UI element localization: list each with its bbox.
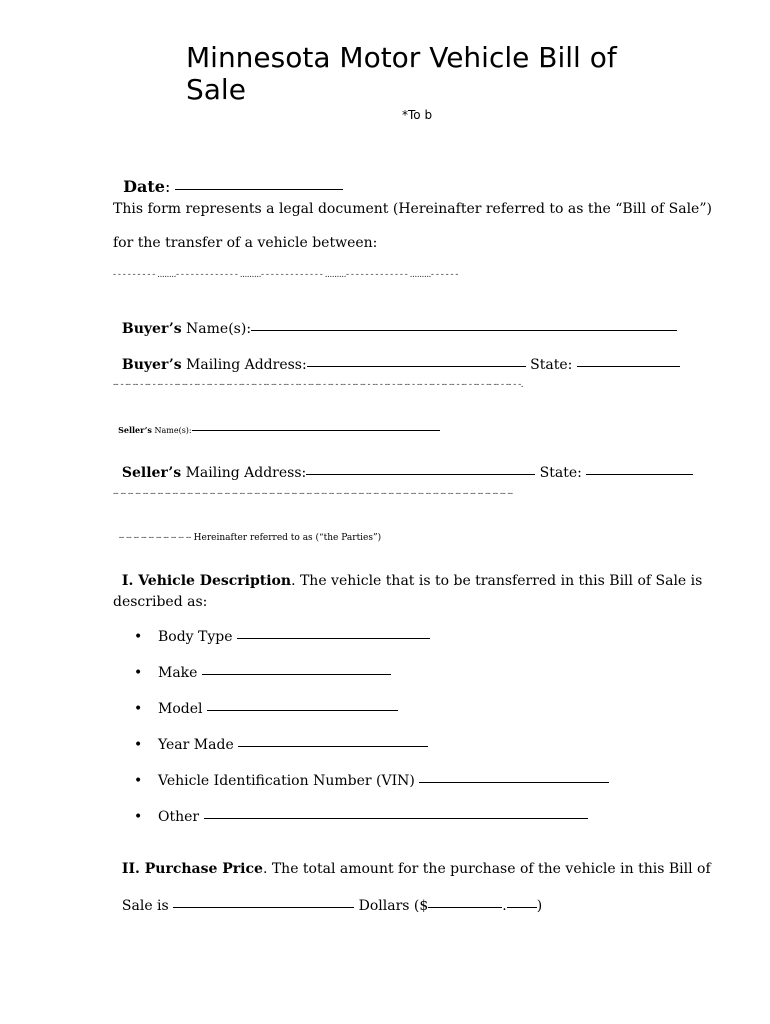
bullet-icon: • (134, 737, 143, 753)
dollars-amount-field[interactable] (428, 906, 502, 908)
buyer-state-field[interactable] (577, 365, 680, 367)
buyer-address-field[interactable] (307, 365, 526, 367)
sale-is-label: Sale is (121, 898, 174, 914)
buyer-name-row (113, 305, 677, 337)
make-field[interactable] (202, 673, 391, 675)
body-type-row (158, 629, 430, 645)
sale-price-row (113, 882, 542, 914)
date-colon: : (164, 177, 171, 196)
buyer-address-label: Mailing Address: (181, 357, 307, 373)
section2-text: . The total amount for the purchase of the vehicle in this Bill of (262, 861, 711, 877)
vin-label: Vehicle Identification Number (VIN) (158, 773, 420, 789)
bullet-icon: • (134, 701, 143, 717)
parties-row (113, 523, 381, 543)
section1-line-2: described as: (113, 594, 208, 610)
close-paren: ) (536, 898, 543, 914)
dollars-words-field[interactable] (173, 906, 354, 908)
make-row (158, 665, 391, 681)
section1-title: I. Vehicle Description (121, 573, 292, 589)
bullet-icon: • (134, 629, 143, 645)
other-row (158, 809, 588, 825)
buyer-address-row (113, 341, 680, 373)
year-made-field[interactable] (238, 745, 428, 747)
seller-address-label: Mailing Address: (181, 465, 307, 481)
body-type-label: Body Type (158, 629, 237, 645)
divider-dashes-3: -- -- -- -- -- -- -- -- -- -- -- -- -- -- -- -- -- -- -- -- -- -- -- -- -- -- -- -- -- -- -- -- -- -- -- -- -- -- -- -- -- -- -- -- -- -- -- -- -- -- -- -- -- -- (113, 489, 513, 499)
vin-row (158, 773, 609, 789)
body-type-field[interactable] (237, 637, 430, 639)
model-field[interactable] (207, 709, 398, 711)
section2-title: II. Purchase Price (121, 861, 263, 877)
make-label: Make (158, 665, 202, 681)
buyer-name-label: Name(s): (181, 321, 252, 337)
seller-address-field[interactable] (306, 473, 535, 475)
date-field[interactable] (175, 188, 343, 190)
buyer-address-bold: Buyer’s (121, 357, 182, 373)
seller-address-bold: Seller’s (121, 465, 182, 481)
decimal-point: . (502, 898, 507, 914)
date-row (113, 158, 343, 196)
year-made-row (158, 737, 428, 753)
divider-dashes-2: -- - -- -- - -- - -- - - -- -- - -- - -- - -- -- - -- - -- - -- -- - -- - -- - -- -- - -- - -- - -- -- - -- - -- - -- -- - -- - -- - -- -- - -- - -- - -- -- - -- - -. (113, 380, 524, 390)
section2-heading-row (113, 845, 711, 877)
cents-field[interactable] (507, 906, 537, 908)
other-field[interactable] (204, 817, 588, 819)
parties-dashes: -- -- -- -- -- -- -- -- -- -- (118, 533, 191, 543)
intro-line-2: for the transfer of a vehicle between: (113, 235, 378, 251)
bullet-icon: • (134, 665, 143, 681)
model-row (158, 701, 398, 717)
dollars-label: Dollars ($ (354, 898, 429, 914)
section1-heading-row (113, 557, 702, 589)
document-title: Minnesota Motor Vehicle Bill of Sale (186, 41, 617, 106)
seller-state-label: State: (535, 465, 587, 481)
year-made-label: Year Made (158, 737, 239, 753)
seller-name-field[interactable] (192, 429, 440, 431)
buyer-name-bold: Buyer’s (121, 321, 182, 337)
seller-name-label: Name(s): (151, 426, 192, 435)
buyer-state-label: State: (525, 357, 577, 373)
bullet-icon: • (134, 809, 143, 825)
other-label: Other (158, 809, 204, 825)
seller-name-row (113, 416, 440, 435)
seller-name-bold: Seller’s (118, 425, 152, 435)
seller-address-row (113, 449, 693, 481)
section1-text: . The vehicle that is to be transferred in this Bill of Sale is (291, 573, 703, 589)
seller-state-field[interactable] (586, 473, 693, 475)
date-label: Date (123, 177, 165, 196)
model-label: Model (158, 701, 207, 717)
parties-text: Hereinafter referred to as (“the Parties”) (190, 533, 382, 543)
intro-line-1: This form represents a legal document (Hereinafter referred to as the “Bill of Sale”) (113, 201, 712, 217)
footnote-marker: *To b (402, 108, 433, 122)
divider-dashes-1: - - - - - - - - - ........- - - - - - - - - - - - - .........- - - - - - - - - - - - - .........- - - - - - - - - - - - - .........- - - - - - (113, 270, 458, 280)
vin-field[interactable] (419, 781, 609, 783)
bullet-icon: • (134, 773, 143, 789)
buyer-name-field[interactable] (251, 329, 677, 331)
